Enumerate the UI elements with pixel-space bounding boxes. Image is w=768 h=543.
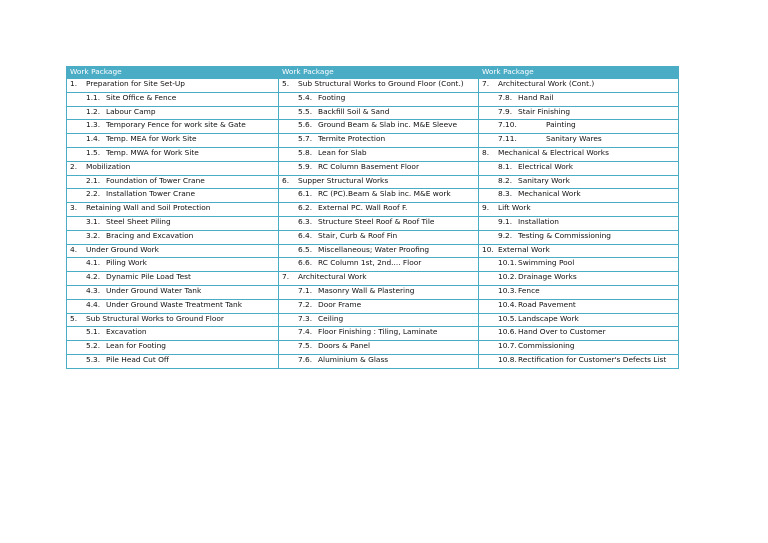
sub-item	[70, 190, 275, 199]
table-row	[67, 120, 679, 134]
work-package-cell	[67, 327, 279, 341]
item-number: 8.1.	[498, 161, 513, 171]
item-number: 5.	[282, 79, 290, 88]
table-row	[67, 272, 679, 286]
sub-item	[282, 135, 475, 144]
item-number: 8.2.	[498, 175, 513, 185]
work-package-cell	[479, 79, 679, 93]
work-package-cell	[479, 244, 679, 258]
item-label: Preparation for Site Set-Up	[86, 79, 185, 88]
work-package-cell	[279, 120, 479, 134]
sub-item	[282, 190, 475, 199]
item-label: Site Office & Fence	[106, 92, 177, 102]
item-number: 7.1.	[298, 285, 313, 295]
sub-item	[70, 259, 275, 268]
item-label: Aluminium & Glass	[318, 354, 389, 364]
work-package-cell	[67, 299, 279, 313]
work-package-cell	[67, 313, 279, 327]
work-package-cell	[67, 285, 279, 299]
work-package-cell	[479, 230, 679, 244]
table-row	[67, 92, 679, 106]
sub-item	[70, 356, 275, 365]
item-number: 7.6.	[298, 354, 313, 364]
item-label: Lean for Footing	[106, 341, 166, 351]
work-package-cell	[479, 258, 679, 272]
item-number: 9.1.	[498, 216, 513, 226]
work-package-cell	[279, 189, 479, 203]
item-number: 6.2.	[298, 203, 313, 213]
item-number: 5.2.	[86, 341, 101, 351]
item-number: 7.3.	[298, 313, 313, 323]
work-package-cell	[279, 203, 479, 217]
sub-item	[482, 218, 675, 227]
item-label: Installation Tower Crane	[106, 189, 195, 199]
item-number: 6.1.	[298, 189, 313, 199]
item-label: Temp. MWA for Work Site	[106, 147, 199, 157]
section-item	[282, 177, 475, 186]
item-label: Piling Work	[106, 258, 147, 268]
sub-item	[70, 301, 275, 310]
section-item	[482, 204, 675, 213]
item-label: Footing	[318, 92, 346, 102]
item-number: 5.4.	[298, 92, 313, 102]
sub-item	[482, 108, 675, 117]
section-item	[482, 149, 675, 158]
item-number: 7.	[282, 272, 290, 282]
table-row	[67, 341, 679, 355]
sub-item	[482, 259, 675, 268]
sub-item	[282, 315, 475, 324]
item-number: 10.2.	[498, 272, 517, 282]
work-package-cell	[67, 106, 279, 120]
sub-item	[282, 94, 475, 103]
work-package-cell	[479, 313, 679, 327]
item-label: Termite Protection	[318, 134, 386, 144]
work-package-cell	[479, 106, 679, 120]
header-row	[67, 66, 679, 79]
work-package-cell	[479, 272, 679, 286]
item-label: Sanitary Wares	[546, 134, 602, 144]
work-package-cell	[67, 341, 279, 355]
item-label: Temp. MEA for Work Site	[106, 134, 197, 144]
item-number: 7.8.	[498, 92, 513, 102]
item-number: 10.6.	[498, 327, 517, 337]
item-number: 5.9.	[298, 161, 313, 171]
work-package-cell	[279, 161, 479, 175]
item-number: 5.1.	[86, 327, 101, 337]
work-package-cell	[279, 79, 479, 93]
sub-item	[70, 342, 275, 351]
item-number: 2.1.	[86, 175, 101, 185]
item-number: 7.9.	[498, 106, 513, 116]
item-number: 6.5.	[298, 244, 313, 254]
item-label: Under Ground Waste Treatment Tank	[106, 299, 242, 309]
sub-item	[282, 301, 475, 310]
table-row	[67, 147, 679, 161]
item-label: Excavation	[106, 327, 147, 337]
table-row	[67, 106, 679, 120]
work-package-cell	[67, 120, 279, 134]
item-number: 5.7.	[298, 134, 313, 144]
item-label: Floor Finishing : Tiling, Laminate	[318, 327, 438, 337]
item-label: Supper Structural Works	[298, 175, 389, 185]
work-package-cell	[479, 134, 679, 148]
item-number: 5.	[70, 313, 78, 323]
work-package-cell	[67, 92, 279, 106]
item-label: Road Pavement	[518, 299, 576, 309]
item-label: Bracing and Excavation	[106, 230, 194, 240]
item-label: RC Column Basement Floor	[318, 161, 419, 171]
table-body	[67, 79, 679, 369]
sub-item	[482, 356, 675, 365]
item-label: Installation	[518, 216, 559, 226]
section-item	[482, 246, 675, 255]
item-label: Stair, Curb & Roof Fin	[318, 230, 398, 240]
work-package-cell	[279, 313, 479, 327]
item-number: 9.2.	[498, 230, 513, 240]
item-label: Architectural Work (Cont.)	[498, 79, 595, 88]
sub-item	[282, 149, 475, 158]
item-number: 1.1.	[86, 92, 101, 102]
sub-item	[70, 108, 275, 117]
section-item	[70, 204, 275, 213]
item-number: 4.1.	[86, 258, 101, 268]
item-label: Architectural Work	[298, 272, 367, 282]
item-label: Steel Sheet Piling	[106, 216, 171, 226]
item-label: Backfill Soil & Sand	[318, 106, 390, 116]
item-number: 10.3.	[498, 285, 517, 295]
section-item	[282, 80, 475, 89]
table-row	[67, 354, 679, 368]
item-number: 10.7.	[498, 341, 517, 351]
sub-item	[70, 287, 275, 296]
table-row	[67, 79, 679, 93]
section-item	[282, 273, 475, 282]
item-label: Rectification for Customer's Defects List	[518, 354, 667, 364]
item-label: Drainage Works	[518, 272, 577, 282]
item-label: Electrical Work	[518, 161, 574, 171]
work-package-cell	[67, 161, 279, 175]
work-package-cell	[279, 258, 479, 272]
item-number: 10.4.	[498, 299, 517, 309]
item-number: 5.8.	[298, 147, 313, 157]
item-label: Stair Finishing	[518, 106, 571, 116]
work-package-cell	[279, 299, 479, 313]
sub-item	[70, 273, 275, 282]
sub-item	[482, 301, 675, 310]
item-label: Commissioning	[518, 341, 575, 351]
item-label: Under Ground Work	[86, 244, 159, 254]
item-label: Dynamic Pile Load Test	[106, 272, 191, 282]
section-item	[70, 246, 275, 255]
item-number: 2.	[70, 161, 78, 171]
sub-item	[282, 232, 475, 241]
item-label: Painting	[546, 120, 576, 130]
item-label: Sanitary Work	[518, 175, 570, 185]
item-label: Miscellaneous; Water Proofing	[318, 244, 430, 254]
work-package-cell	[279, 175, 479, 189]
item-number: 7.10.	[498, 120, 517, 130]
item-label: Door Frame	[318, 299, 362, 309]
sub-item	[482, 190, 675, 199]
work-package-cell	[67, 175, 279, 189]
item-label: Hand Rail	[518, 92, 554, 102]
item-number: 2.2.	[86, 189, 101, 199]
item-label: Sub Structural Works to Ground Floor (Cont.)	[298, 79, 464, 88]
sub-item	[482, 163, 675, 172]
sub-item	[482, 273, 675, 282]
item-label: Ground Beam & Slab inc. M&E Sleeve	[318, 120, 458, 130]
item-label: External PC. Wall Roof F.	[318, 203, 408, 213]
item-number: 3.1.	[86, 216, 101, 226]
item-number: 6.3.	[298, 216, 313, 226]
work-package-cell	[67, 134, 279, 148]
table-row	[67, 203, 679, 217]
item-label: Swimming Pool	[518, 258, 575, 268]
item-number: 1.4.	[86, 134, 101, 144]
item-label: Retaining Wall and Soil Protection	[86, 203, 211, 213]
sub-item	[70, 135, 275, 144]
item-label: Landscape Work	[518, 313, 579, 323]
item-label: Testing & Commissioning	[518, 230, 611, 240]
item-number: 8.3.	[498, 189, 513, 199]
sub-item	[482, 287, 675, 296]
sub-item	[70, 232, 275, 241]
section-item	[482, 80, 675, 89]
sub-item	[282, 163, 475, 172]
work-package-cell	[479, 354, 679, 368]
item-number: 1.5.	[86, 147, 101, 157]
item-number: 7.11.	[498, 134, 517, 144]
work-package-cell	[479, 216, 679, 230]
item-label: Temporary Fence for work site & Gate	[106, 120, 246, 130]
work-package-cell	[479, 175, 679, 189]
work-package-cell	[479, 189, 679, 203]
sub-item	[482, 177, 675, 186]
item-label: Mobilization	[86, 161, 131, 171]
work-package-cell	[479, 285, 679, 299]
item-label: External Work	[498, 244, 550, 254]
work-package-cell	[279, 134, 479, 148]
work-package-cell	[67, 230, 279, 244]
item-number: 10.	[482, 244, 494, 254]
work-package-cell	[279, 147, 479, 161]
work-package-cell	[67, 79, 279, 93]
sub-item	[70, 177, 275, 186]
work-package-cell	[67, 189, 279, 203]
work-package-cell	[479, 147, 679, 161]
work-package-cell	[279, 230, 479, 244]
sub-item	[282, 218, 475, 227]
item-label: Fence	[518, 285, 540, 295]
item-label: Foundation of Tower Crane	[106, 175, 205, 185]
item-number: 10.1.	[498, 258, 517, 268]
work-package-cell	[279, 216, 479, 230]
table-row	[67, 189, 679, 203]
sub-item	[482, 315, 675, 324]
column-header: Work Package	[279, 66, 479, 79]
table-row	[67, 216, 679, 230]
item-number: 5.6.	[298, 120, 313, 130]
item-label: Doors & Panel	[318, 341, 371, 351]
work-package-cell	[279, 327, 479, 341]
item-number: 4.	[70, 244, 78, 254]
work-package-cell	[479, 120, 679, 134]
work-package-cell	[479, 203, 679, 217]
work-package-cell	[67, 216, 279, 230]
item-number: 3.	[70, 203, 78, 213]
item-label: Mechanical Work	[518, 189, 581, 199]
item-label: Mechanical & Electrical Works	[498, 147, 609, 157]
item-number: 7.4.	[298, 327, 313, 337]
work-package-cell	[67, 147, 279, 161]
work-package-cell	[479, 92, 679, 106]
table-row	[67, 258, 679, 272]
item-number: 6.	[282, 175, 290, 185]
item-number: 8.	[482, 147, 490, 157]
item-number: 10.8.	[498, 354, 517, 364]
table-row	[67, 230, 679, 244]
item-number: 9.	[482, 203, 490, 213]
work-package-cell	[279, 341, 479, 355]
sub-item	[482, 121, 675, 130]
work-package-cell	[479, 341, 679, 355]
sub-item	[482, 232, 675, 241]
work-package-cell	[479, 161, 679, 175]
sub-item	[282, 287, 475, 296]
sub-item	[482, 135, 675, 144]
work-package-cell	[279, 272, 479, 286]
table-row	[67, 161, 679, 175]
sub-item	[282, 246, 475, 255]
sub-item	[482, 328, 675, 337]
sub-item	[70, 218, 275, 227]
sub-item	[70, 94, 275, 103]
table-row	[67, 299, 679, 313]
item-number: 7.5.	[298, 341, 313, 351]
item-label: Hand Over to Customer	[518, 327, 606, 337]
section-item	[70, 163, 275, 172]
table-row	[67, 175, 679, 189]
sub-item	[70, 328, 275, 337]
item-label: Sub Structural Works to Ground Floor	[86, 313, 224, 323]
work-package-table	[66, 66, 679, 369]
item-number: 6.4.	[298, 230, 313, 240]
work-package-cell	[67, 203, 279, 217]
sub-item	[482, 342, 675, 351]
column-header: Work Package	[67, 66, 279, 79]
work-package-cell	[279, 354, 479, 368]
work-package-cell	[279, 106, 479, 120]
sub-item	[282, 356, 475, 365]
work-package-cell	[67, 258, 279, 272]
work-package-cell	[479, 327, 679, 341]
item-label: RC Column 1st, 2nd.... Floor	[318, 258, 422, 268]
work-package-cell	[279, 285, 479, 299]
sub-item	[282, 342, 475, 351]
sub-item	[282, 204, 475, 213]
table-row	[67, 244, 679, 258]
item-label: RC (PC).Beam & Slab inc. M&E work	[318, 189, 451, 199]
item-number: 3.2.	[86, 230, 101, 240]
sub-item	[282, 121, 475, 130]
item-number: 7.	[482, 79, 490, 88]
work-package-cell	[279, 244, 479, 258]
table-row	[67, 285, 679, 299]
item-label: Under Ground Water Tank	[106, 285, 202, 295]
sub-item	[282, 328, 475, 337]
item-number: 7.2.	[298, 299, 313, 309]
sub-item	[282, 108, 475, 117]
sub-item	[482, 94, 675, 103]
item-number: 6.6.	[298, 258, 313, 268]
work-package-cell	[67, 354, 279, 368]
item-label: Labour Camp	[106, 106, 156, 116]
sub-item	[70, 149, 275, 158]
item-number: 5.3.	[86, 354, 101, 364]
item-label: Pile Head Cut Off	[106, 354, 169, 364]
sub-item	[282, 259, 475, 268]
table-row	[67, 313, 679, 327]
work-package-cell	[279, 92, 479, 106]
item-number: 1.3.	[86, 120, 101, 130]
item-number: 5.5.	[298, 106, 313, 116]
item-number: 4.2.	[86, 272, 101, 282]
sub-item	[70, 121, 275, 130]
column-header: Work Package	[479, 66, 679, 79]
item-label: Lift Work	[498, 203, 531, 213]
item-label: Masonry Wall & Plastering	[318, 285, 415, 295]
table-row	[67, 327, 679, 341]
item-number: 10.5.	[498, 313, 517, 323]
item-number: 1.	[70, 79, 78, 88]
item-label: Structure Steel Roof & Roof Tile	[318, 216, 435, 226]
work-package-cell	[479, 299, 679, 313]
table-row	[67, 134, 679, 148]
section-item	[70, 315, 275, 324]
section-item	[70, 80, 275, 89]
work-package-cell	[67, 244, 279, 258]
item-number: 4.4.	[86, 299, 101, 309]
work-package-cell	[67, 272, 279, 286]
item-label: Lean for Slab	[318, 147, 367, 157]
item-number: 4.3.	[86, 285, 101, 295]
item-number: 1.2.	[86, 106, 101, 116]
item-label: Ceiling	[318, 313, 344, 323]
